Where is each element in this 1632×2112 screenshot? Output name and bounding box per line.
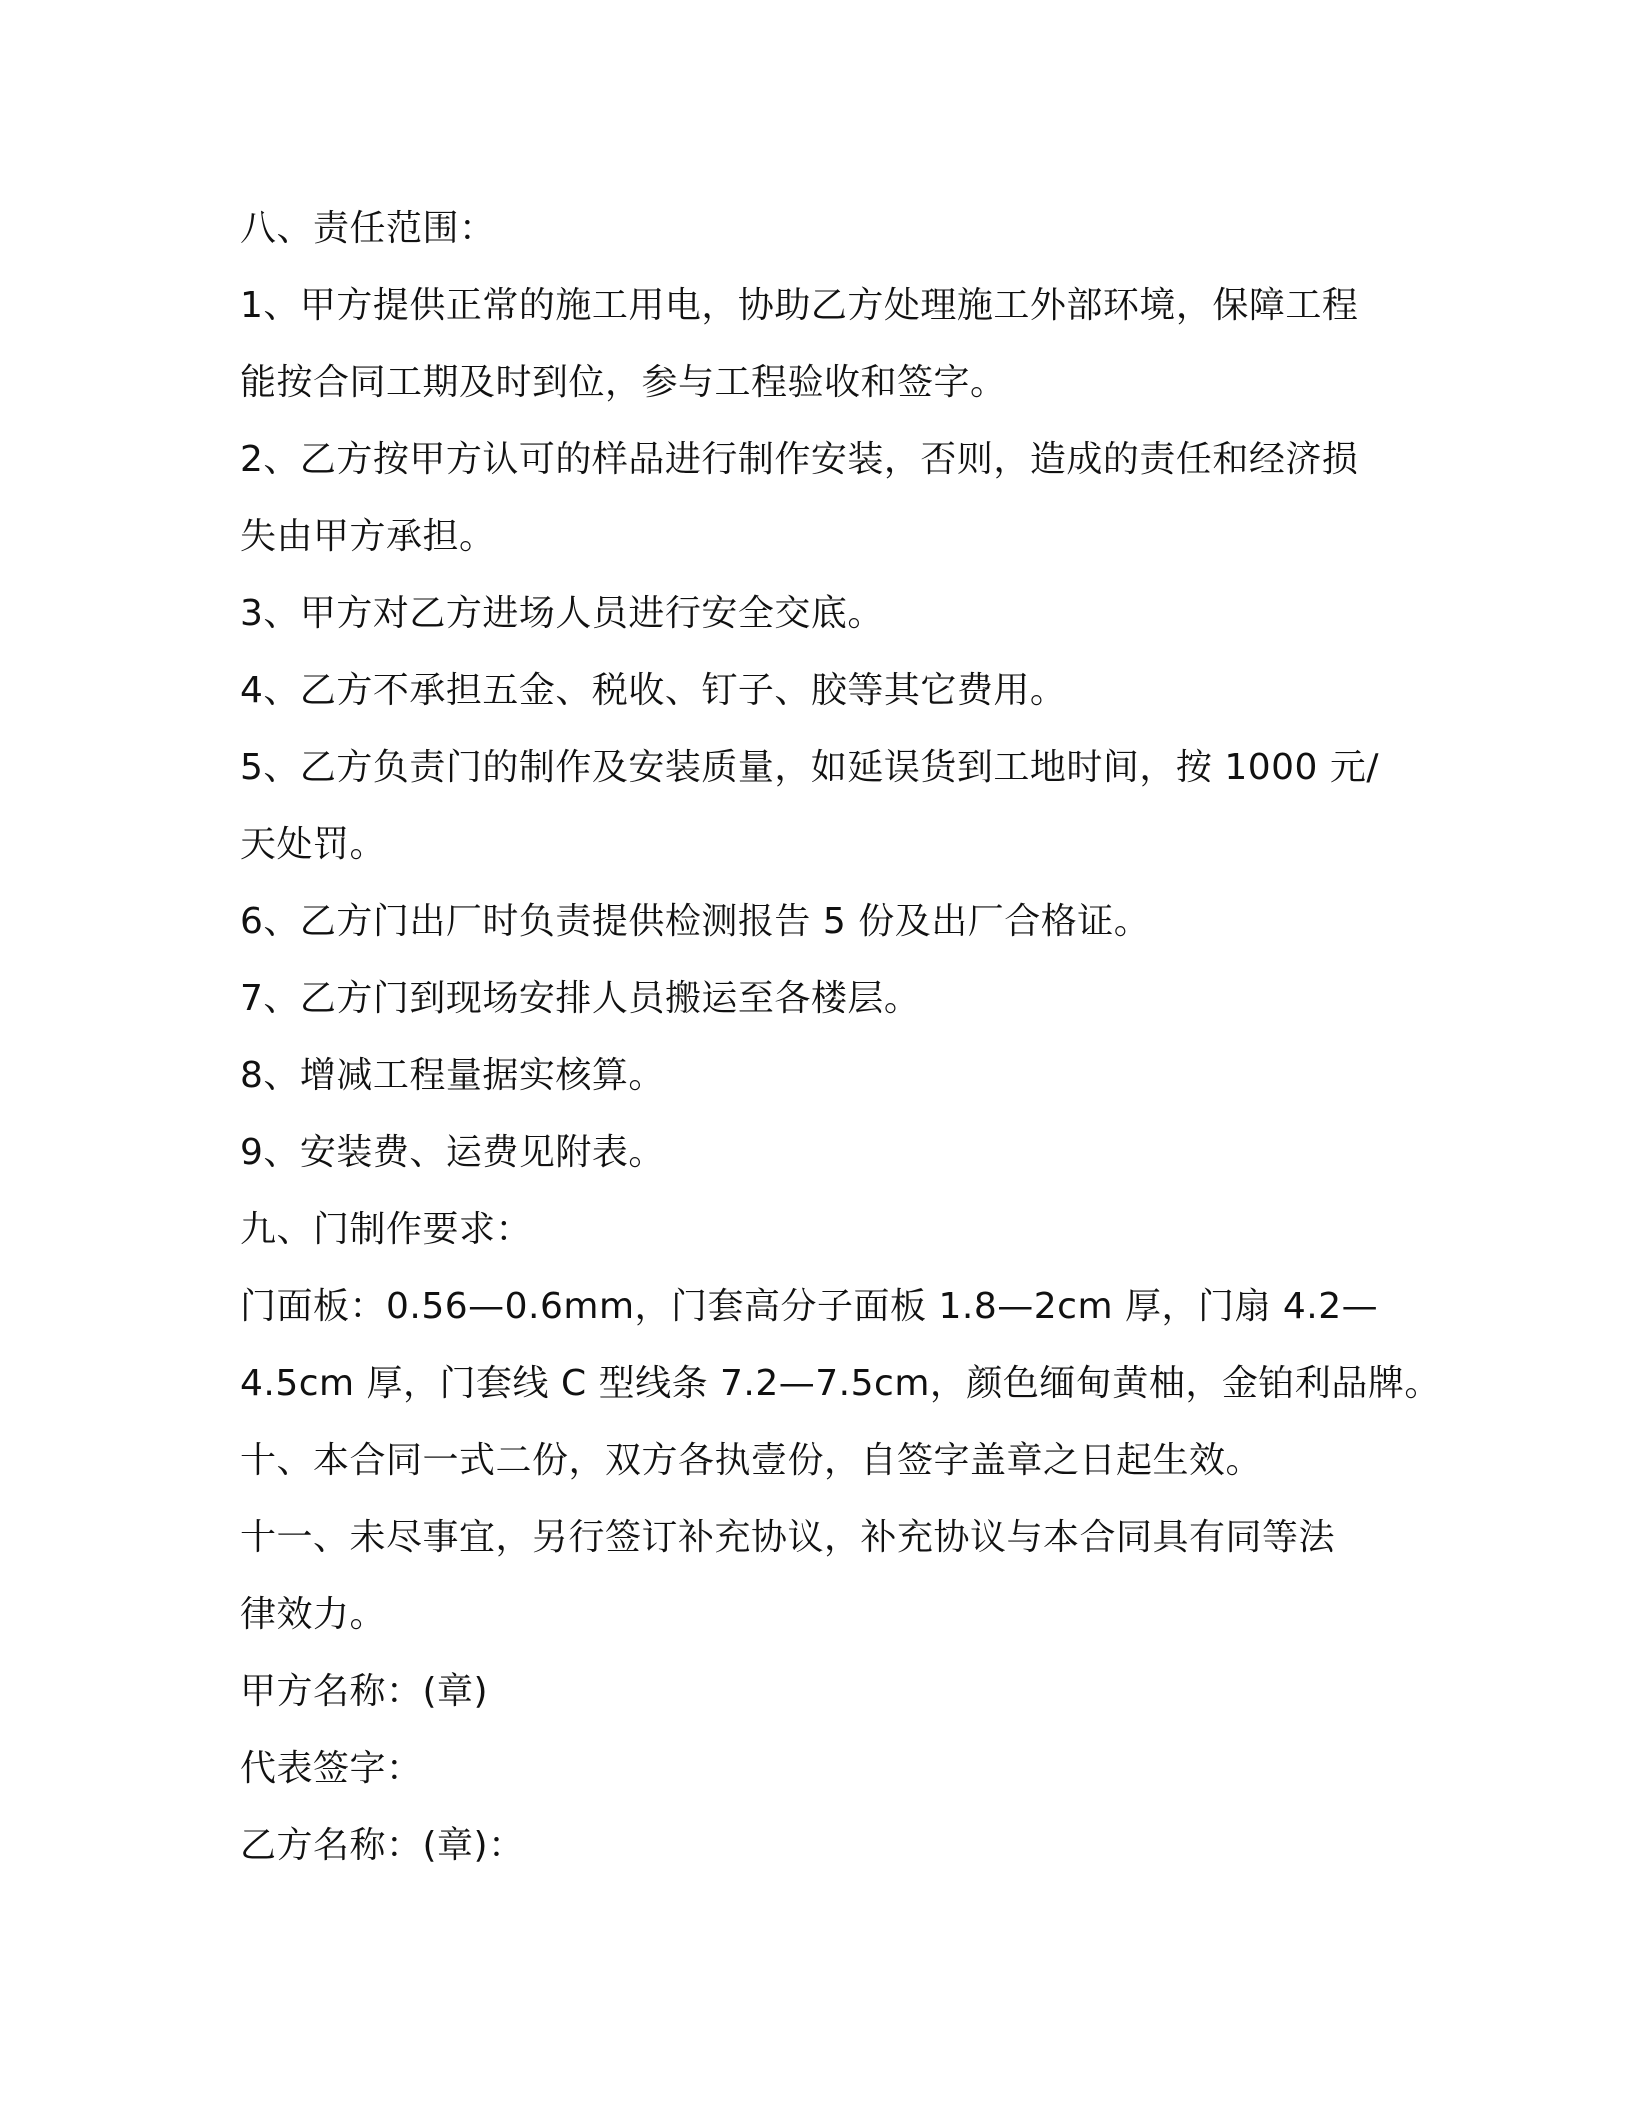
door-spec-line-2: 4.5cm 厚，门套线 C 型线条 7.2—7.5cm，颜色缅甸黄柚，金铂利品牌。 bbox=[240, 1363, 1441, 1404]
clause-2-line-2: 失由甲方承担。 bbox=[240, 516, 496, 557]
section-eleven-line-2: 律效力。 bbox=[240, 1594, 387, 1635]
section-ten: 十、本合同一式二份，双方各执壹份，自签字盖章之日起生效。 bbox=[240, 1440, 1263, 1481]
section-eleven-line-1: 十一、未尽事宜，另行签订补充协议，补充协议与本合同具有同等法 bbox=[240, 1517, 1336, 1558]
representative-signature-field: 代表签字： bbox=[240, 1748, 423, 1789]
document-body bbox=[240, 190, 1441, 1884]
section-heading-responsibility: 八、责任范围： bbox=[240, 208, 496, 249]
door-spec-line-1: 门面板：0.56—0.6mm，门套高分子面板 1.8—2cm 厚，门扇 4.2— bbox=[240, 1286, 1379, 1327]
clause-7: 7、乙方门到现场安排人员搬运至各楼层。 bbox=[240, 978, 921, 1019]
clause-4: 4、乙方不承担五金、税收、钉子、胶等其它费用。 bbox=[240, 670, 1067, 711]
clause-5-line-1: 5、乙方负责门的制作及安装质量，如延误货到工地时间，按 1000 元/ bbox=[240, 747, 1380, 788]
clause-1-line-2: 能按合同工期及时到位，参与工程验收和签字。 bbox=[240, 362, 1007, 403]
clause-2-line-1: 2、乙方按甲方认可的样品进行制作安装，否则，造成的责任和经济损 bbox=[240, 439, 1359, 480]
party-a-name-field: 甲方名称：(章) bbox=[240, 1671, 489, 1712]
clause-5-line-2: 天处罚。 bbox=[240, 824, 387, 865]
section-heading-door-requirements: 九、门制作要求： bbox=[240, 1209, 533, 1250]
clause-3: 3、甲方对乙方进场人员进行安全交底。 bbox=[240, 593, 884, 634]
clause-6: 6、乙方门出厂时负责提供检测报告 5 份及出厂合格证。 bbox=[240, 901, 1151, 942]
party-b-name-field: 乙方名称：(章)： bbox=[240, 1825, 525, 1866]
clause-9: 9、安装费、运费见附表。 bbox=[240, 1132, 665, 1173]
clause-1-line-1: 1、甲方提供正常的施工用电，协助乙方处理施工外部环境，保障工程 bbox=[240, 285, 1359, 326]
clause-8: 8、增减工程量据实核算。 bbox=[240, 1055, 665, 1096]
